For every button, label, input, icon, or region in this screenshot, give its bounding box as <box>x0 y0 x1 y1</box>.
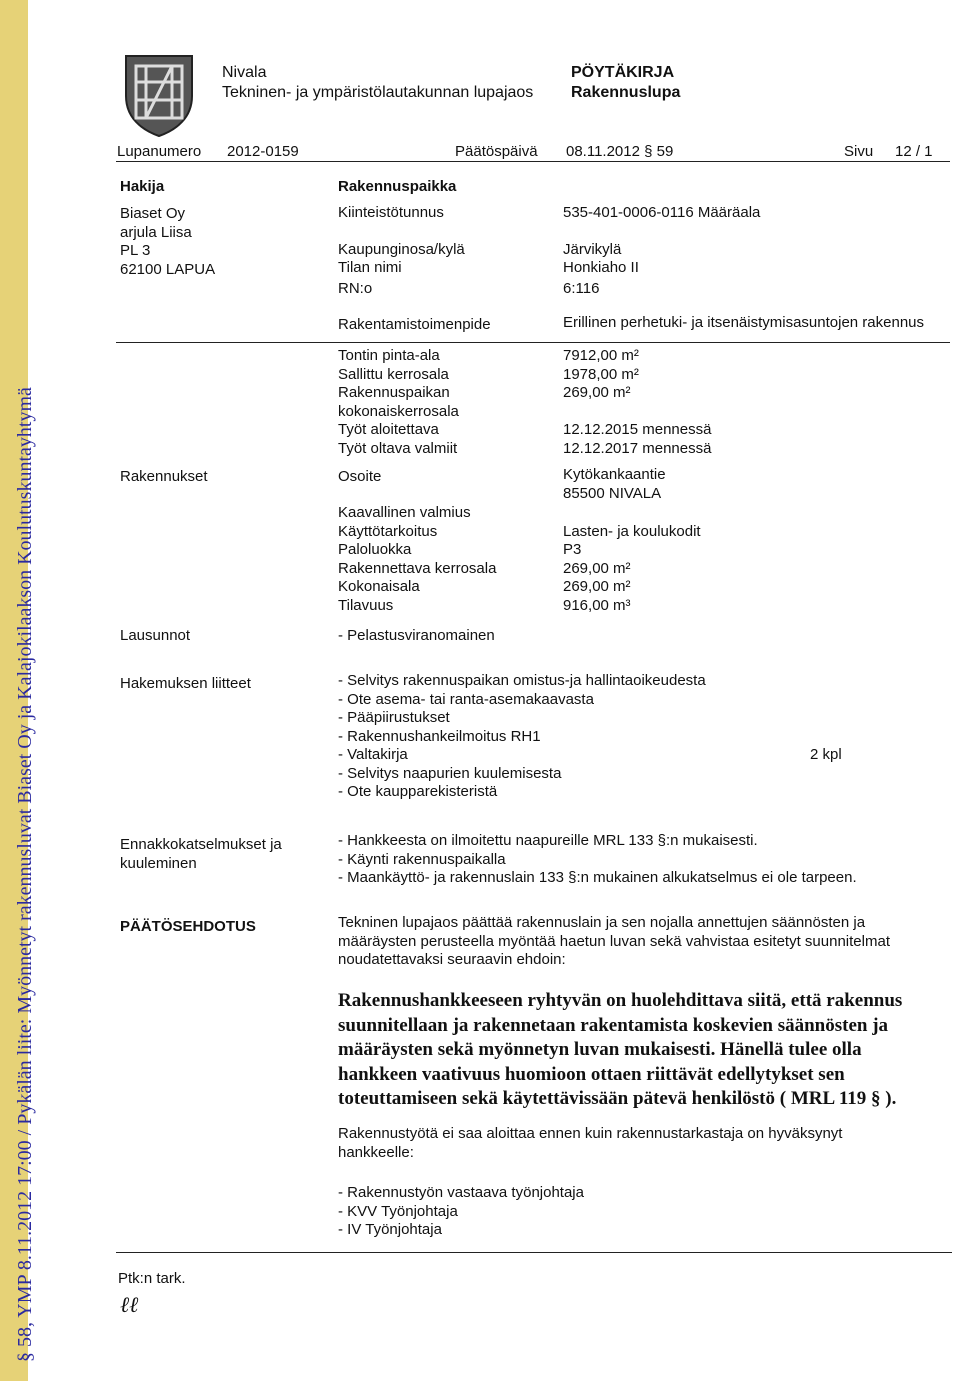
supervisor-item: - IV Työnjohtaja <box>338 1221 442 1238</box>
board-name: Tekninen- ja ympäristölautakunnan lupajaos <box>222 84 534 101</box>
site-heading: Rakennuspaikka <box>338 178 457 195</box>
district-label: Kaupunginosa/kylä <box>338 241 465 258</box>
document-type: PÖYTÄKIRJA <box>571 64 675 81</box>
building-value: 269,00 m² <box>563 559 631 577</box>
page-label: Sivu <box>844 143 874 160</box>
attachment-count: 2 kpl <box>810 746 842 763</box>
measure-value: Erillinen perhetuki- ja itsenäistymisasuntojen rakennus <box>563 314 925 331</box>
building-label: Kaavallinen valmius <box>338 504 471 521</box>
building-values <box>563 504 701 615</box>
plot-label: Tontin pinta-ala <box>338 347 440 364</box>
plot-value: 7912,00 m² <box>563 347 639 364</box>
archive-stamp-text: § 58, YMP 8.11.2012 17:00 / Pykälän liite: Myönnetyt rakennusluvat Biaset Oy ja Kalajokilaakson Koulutuskuntayhtymä <box>14 387 36 1362</box>
attachment-item: - Ote kaupparekisteristä <box>338 783 498 800</box>
applicant-line: 62100 LAPUA <box>120 260 216 278</box>
page-number: 12 / 1 <box>895 143 933 160</box>
rn-value: 6:116 <box>563 280 600 297</box>
plot-value: 269,00 m² <box>563 384 631 401</box>
building-label: Kokonaisala <box>338 578 420 595</box>
building-label: Rakennettava kerrosala <box>338 559 497 577</box>
rn-label: RN:o <box>338 280 373 297</box>
decision-heading: PÄÄTÖSEHDOTUS <box>120 918 256 935</box>
permit-number: 2012-0159 <box>227 143 299 160</box>
plot-label: Työt oltava valmiit <box>338 439 458 457</box>
hearing-heading <box>120 836 282 873</box>
decision-condition <box>338 989 902 1112</box>
plot-value: 12.12.2015 mennessä <box>563 421 712 438</box>
attachment-item: - Pääpiirustukset <box>338 709 450 726</box>
hearing-heading-line: kuuleminen <box>120 854 197 872</box>
building-value: P3 <box>563 541 582 558</box>
attachment-item: - Valtakirja <box>338 746 408 763</box>
plot-label: kokonaiskerrosala <box>338 402 459 420</box>
address-line: 85500 NIVALA <box>563 484 662 502</box>
estate-label: Tilan nimi <box>338 259 402 276</box>
supervisor-item: - Rakennustyön vastaava työnjohtaja <box>338 1184 584 1201</box>
inspection-line: Rakennustyötä ei saa aloittaa ennen kuin rakennustarkastaja on hyväksynyt <box>338 1125 843 1142</box>
supervisor-item: - KVV Työnjohtaja <box>338 1202 458 1220</box>
building-label: Paloluokka <box>338 541 412 558</box>
decision-condition-line: Rakennushankkeeseen ryhtyvän on huolehdittava siitä, että rakennus <box>338 990 903 1011</box>
plot-value: 12.12.2017 mennessä <box>563 439 712 457</box>
document-subtype: Rakennuslupa <box>571 84 681 101</box>
decision-intro-line: Tekninen lupajaos päättää rakennuslain ja sen nojalla annettujen säännösten ja <box>338 914 866 931</box>
address-line: Kytökankaantie <box>563 466 666 483</box>
hearing-heading-line: Ennakkokatselmukset ja <box>120 836 282 853</box>
archive-stamp-strip <box>0 0 36 1381</box>
attachment-item: - Ote asema- tai ranta-asemakaavasta <box>338 690 594 708</box>
decision-condition-line: toteuttamiseen sekä käytettävissään pätevä henkilöstö ( MRL 119 § ). <box>338 1088 897 1109</box>
statement-item: - Pelastusviranomainen <box>338 627 495 644</box>
building-value: 916,00 m³ <box>563 596 631 614</box>
building-value: Lasten- ja koulukodit <box>563 522 701 540</box>
parcel-value: 535-401-0006-0116 Määräala <box>563 204 761 221</box>
attachments-list <box>338 672 706 802</box>
checker-initials: ℓℓ <box>120 1293 139 1318</box>
plot-label: Sallittu kerrosala <box>338 365 449 383</box>
applicant-block <box>120 205 215 279</box>
parcel-label: Kiinteistötunnus <box>338 204 444 221</box>
decision-intro-line: määräysten perusteella myöntää haetun luvan sekä vahvistaa esitetyt suunnitelmat <box>338 932 890 950</box>
attachment-item: - Selvitys rakennuspaikan omistus-ja hallintaoikeudesta <box>338 672 706 689</box>
decision-date-label: Päätöspäivä <box>455 143 538 160</box>
statements-heading: Lausunnot <box>120 627 191 644</box>
decision-condition-line: määräysten sekä myönnetyn luvan mukaisesti. Hänellä tulee olla <box>338 1039 862 1060</box>
inspection-line: hankkeelle: <box>338 1143 414 1161</box>
estate-value: Honkiaho II <box>563 259 639 276</box>
minutes-check-label: Ptk:n tark. <box>118 1270 186 1287</box>
plot-values <box>563 347 711 458</box>
decision-date-value: 08.11.2012 § 59 <box>566 143 674 160</box>
decision-condition-line: suunnitellaan ja rakennetaan rakentamista koskevien säännösten ja <box>338 1014 889 1036</box>
decision-intro-line: noudatettavaksi seuraavin ehdoin: <box>338 951 566 968</box>
building-value: 269,00 m² <box>563 578 631 595</box>
hearing-item: - Hankkeesta on ilmoitettu naapureille MRL 133 §:n mukaisesti. <box>338 832 758 849</box>
supervisor-list <box>338 1184 584 1240</box>
section-rule <box>116 342 950 343</box>
decision-condition-line: hankkeen vaativuus huomioon ottaen riittävät edellytykset sen <box>338 1063 845 1085</box>
inspection-note <box>338 1125 842 1162</box>
applicant-line: arjula Liisa <box>120 223 192 241</box>
attachment-item: - Rakennushankeilmoitus RH1 <box>338 727 541 745</box>
hearing-item: - Maankäyttö- ja rakennuslain 133 §:n mukainen alkukatselmus ei ole tarpeen. <box>338 869 857 886</box>
buildings-heading: Rakennukset <box>120 468 208 485</box>
attachments-heading: Hakemuksen liitteet <box>120 675 251 692</box>
municipality-name: Nivala <box>222 64 267 81</box>
district-value: Järvikylä <box>563 241 622 258</box>
permit-number-label: Lupanumero <box>117 143 202 160</box>
header-rule <box>116 161 950 162</box>
building-label: Käyttötarkoitus <box>338 522 438 540</box>
attachment-item: - Selvitys naapurien kuulemisesta <box>338 764 562 782</box>
building-value <box>563 504 701 523</box>
hearing-item: - Käynti rakennuspaikalla <box>338 850 506 868</box>
applicant-line: Biaset Oy <box>120 205 186 222</box>
address-label: Osoite <box>338 468 382 485</box>
footer-rule <box>116 1252 952 1253</box>
measure-label: Rakentamistoimenpide <box>338 316 491 333</box>
applicant-heading: Hakija <box>120 178 165 195</box>
address-value <box>563 466 666 503</box>
plot-label: Rakennuspaikan <box>338 384 450 401</box>
plot-value: 1978,00 m² <box>563 365 639 383</box>
applicant-line: PL 3 <box>120 242 151 259</box>
coat-of-arms-logo <box>122 52 196 138</box>
building-label: Tilavuus <box>338 596 394 614</box>
decision-intro <box>338 914 890 970</box>
plot-value <box>563 403 711 422</box>
hearing-list <box>338 832 857 888</box>
building-labels <box>338 504 496 615</box>
plot-label: Työt aloitettava <box>338 421 439 438</box>
plot-labels <box>338 347 459 458</box>
